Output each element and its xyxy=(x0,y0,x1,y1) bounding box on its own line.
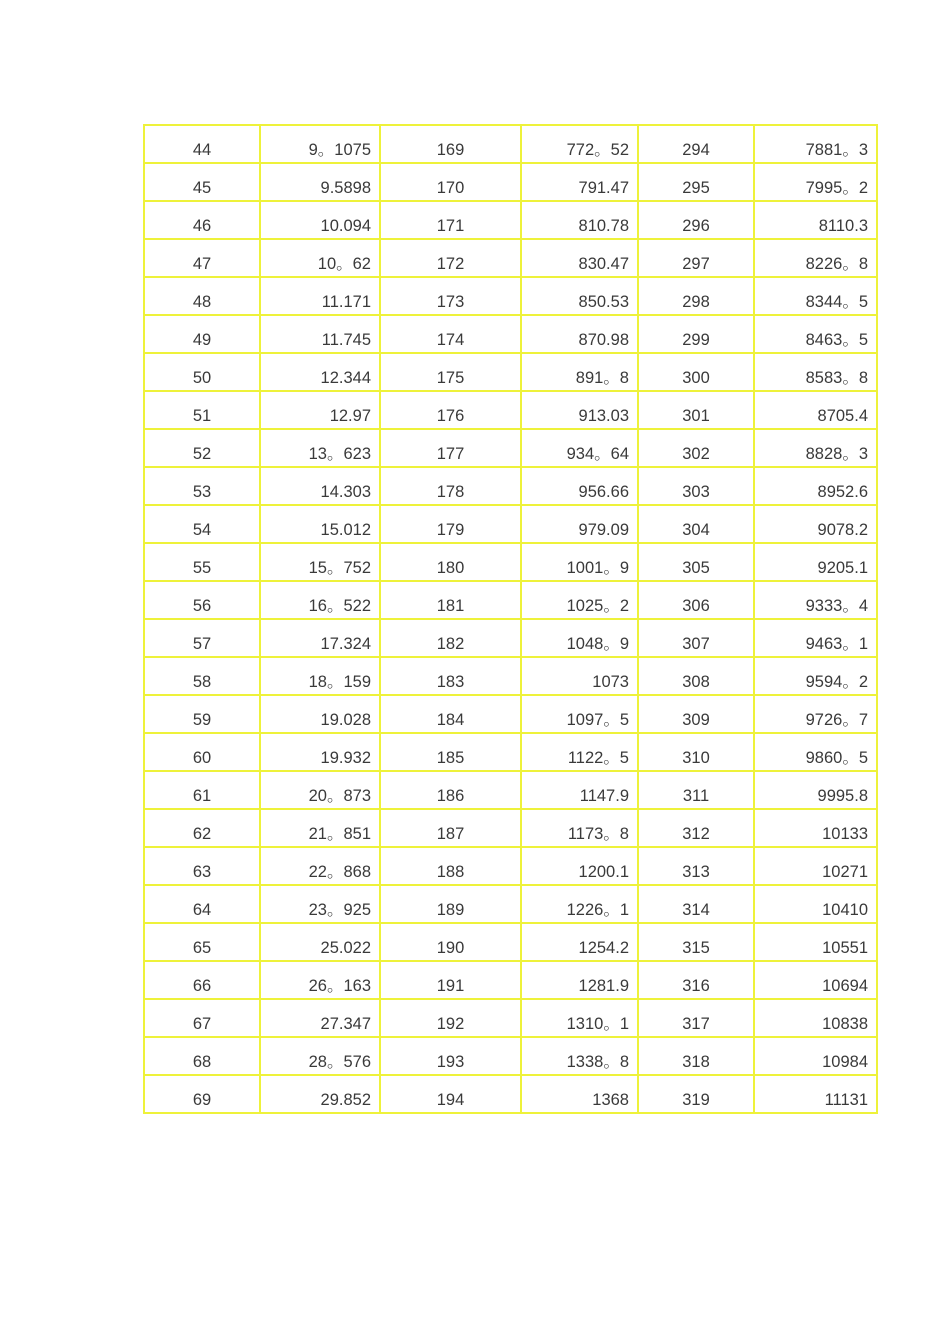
table-cell: 55 xyxy=(144,543,260,581)
table-cell: 47 xyxy=(144,239,260,277)
table-row xyxy=(144,923,877,961)
table-cell: 186 xyxy=(380,771,521,809)
table-row xyxy=(144,429,877,467)
table-cell: 297 xyxy=(638,239,754,277)
table-cell: 25.022 xyxy=(260,923,380,961)
table-cell: 312 xyxy=(638,809,754,847)
table-cell: 189 xyxy=(380,885,521,923)
table-cell: 171 xyxy=(380,201,521,239)
table-cell: 1368 xyxy=(521,1075,638,1113)
table-cell: 9.5898 xyxy=(260,163,380,201)
table-row xyxy=(144,619,877,657)
table-row xyxy=(144,771,877,809)
table-cell: 10410 xyxy=(754,885,877,923)
table-cell: 1281.9 xyxy=(521,961,638,999)
table-cell: 10271 xyxy=(754,847,877,885)
table-cell: 9205.1 xyxy=(754,543,877,581)
table-cell: 9726。7 xyxy=(754,695,877,733)
table-row xyxy=(144,999,877,1037)
table-cell: 184 xyxy=(380,695,521,733)
table-cell: 9463。1 xyxy=(754,619,877,657)
table-cell: 11131 xyxy=(754,1075,877,1113)
table-cell: 1147.9 xyxy=(521,771,638,809)
table-cell: 26。163 xyxy=(260,961,380,999)
table-cell: 294 xyxy=(638,125,754,163)
table-cell: 10551 xyxy=(754,923,877,961)
table-cell: 62 xyxy=(144,809,260,847)
table-cell: 173 xyxy=(380,277,521,315)
table-cell: 51 xyxy=(144,391,260,429)
table-cell: 57 xyxy=(144,619,260,657)
table-cell: 63 xyxy=(144,847,260,885)
table-cell: 1254.2 xyxy=(521,923,638,961)
table-cell: 188 xyxy=(380,847,521,885)
table-cell: 187 xyxy=(380,809,521,847)
table-cell: 22。868 xyxy=(260,847,380,885)
table-cell: 18。159 xyxy=(260,657,380,695)
table-cell: 303 xyxy=(638,467,754,505)
table-cell: 301 xyxy=(638,391,754,429)
table-cell: 310 xyxy=(638,733,754,771)
table-cell: 177 xyxy=(380,429,521,467)
table-cell: 1338。8 xyxy=(521,1037,638,1075)
table-cell: 181 xyxy=(380,581,521,619)
table-cell: 1173。8 xyxy=(521,809,638,847)
table-cell: 8226。8 xyxy=(754,239,877,277)
table-cell: 10。62 xyxy=(260,239,380,277)
table-cell: 1122。5 xyxy=(521,733,638,771)
table-cell: 176 xyxy=(380,391,521,429)
table-cell: 891。8 xyxy=(521,353,638,391)
table-cell: 934。64 xyxy=(521,429,638,467)
table-cell: 979.09 xyxy=(521,505,638,543)
table-cell: 194 xyxy=(380,1075,521,1113)
table-cell: 9594。2 xyxy=(754,657,877,695)
table-cell: 870.98 xyxy=(521,315,638,353)
table-cell: 8110.3 xyxy=(754,201,877,239)
table-row xyxy=(144,1037,877,1075)
table-cell: 315 xyxy=(638,923,754,961)
table-cell: 53 xyxy=(144,467,260,505)
table-row xyxy=(144,1075,877,1113)
table-cell: 170 xyxy=(380,163,521,201)
table-cell: 17.324 xyxy=(260,619,380,657)
table-cell: 52 xyxy=(144,429,260,467)
table-cell: 69 xyxy=(144,1075,260,1113)
table-cell: 299 xyxy=(638,315,754,353)
table-cell: 10.094 xyxy=(260,201,380,239)
table-cell: 11.171 xyxy=(260,277,380,315)
table-cell: 14.303 xyxy=(260,467,380,505)
table-cell: 830.47 xyxy=(521,239,638,277)
table-cell: 295 xyxy=(638,163,754,201)
table-row xyxy=(144,277,877,315)
table-cell: 16。522 xyxy=(260,581,380,619)
table-cell: 318 xyxy=(638,1037,754,1075)
table-cell: 298 xyxy=(638,277,754,315)
table-row xyxy=(144,315,877,353)
table-cell: 68 xyxy=(144,1037,260,1075)
table-row xyxy=(144,961,877,999)
table-cell: 44 xyxy=(144,125,260,163)
table-cell: 8344。5 xyxy=(754,277,877,315)
table-cell: 29.852 xyxy=(260,1075,380,1113)
table-cell: 10984 xyxy=(754,1037,877,1075)
table-cell: 12.344 xyxy=(260,353,380,391)
table-cell: 9。1075 xyxy=(260,125,380,163)
table-cell: 314 xyxy=(638,885,754,923)
table-cell: 7995。2 xyxy=(754,163,877,201)
table-cell: 9078.2 xyxy=(754,505,877,543)
table-cell: 180 xyxy=(380,543,521,581)
table-row xyxy=(144,125,877,163)
table-cell: 175 xyxy=(380,353,521,391)
table-cell: 182 xyxy=(380,619,521,657)
table-cell: 1200.1 xyxy=(521,847,638,885)
table-cell: 50 xyxy=(144,353,260,391)
table-cell: 13。623 xyxy=(260,429,380,467)
table-cell: 19.932 xyxy=(260,733,380,771)
table-cell: 307 xyxy=(638,619,754,657)
table-row xyxy=(144,201,877,239)
table-cell: 27.347 xyxy=(260,999,380,1037)
table-cell: 49 xyxy=(144,315,260,353)
table-cell: 20。873 xyxy=(260,771,380,809)
table-cell: 772。52 xyxy=(521,125,638,163)
table-cell: 300 xyxy=(638,353,754,391)
table-cell: 60 xyxy=(144,733,260,771)
table-cell: 12.97 xyxy=(260,391,380,429)
table-cell: 913.03 xyxy=(521,391,638,429)
table-cell: 810.78 xyxy=(521,201,638,239)
table-row xyxy=(144,581,877,619)
table-cell: 185 xyxy=(380,733,521,771)
table-row xyxy=(144,695,877,733)
table-cell: 1226。1 xyxy=(521,885,638,923)
table-cell: 179 xyxy=(380,505,521,543)
table-cell: 192 xyxy=(380,999,521,1037)
table-cell: 316 xyxy=(638,961,754,999)
table-cell: 61 xyxy=(144,771,260,809)
table-row xyxy=(144,809,877,847)
table-cell: 56 xyxy=(144,581,260,619)
table-cell: 45 xyxy=(144,163,260,201)
table-cell: 313 xyxy=(638,847,754,885)
table-cell: 190 xyxy=(380,923,521,961)
table-cell: 174 xyxy=(380,315,521,353)
table-cell: 306 xyxy=(638,581,754,619)
table-cell: 191 xyxy=(380,961,521,999)
table-cell: 319 xyxy=(638,1075,754,1113)
table-cell: 19.028 xyxy=(260,695,380,733)
table-row xyxy=(144,543,877,581)
table-cell: 1025。2 xyxy=(521,581,638,619)
table-cell: 8705.4 xyxy=(754,391,877,429)
table-cell: 850.53 xyxy=(521,277,638,315)
table-cell: 956.66 xyxy=(521,467,638,505)
table-row xyxy=(144,505,877,543)
table-cell: 9995.8 xyxy=(754,771,877,809)
table-cell: 46 xyxy=(144,201,260,239)
table-cell: 296 xyxy=(638,201,754,239)
table-row xyxy=(144,885,877,923)
table-row xyxy=(144,467,877,505)
table-cell: 1310。1 xyxy=(521,999,638,1037)
table-cell: 1097。5 xyxy=(521,695,638,733)
table-cell: 1001。9 xyxy=(521,543,638,581)
table-cell: 169 xyxy=(380,125,521,163)
table-row xyxy=(144,239,877,277)
table-cell: 317 xyxy=(638,999,754,1037)
table-cell: 10838 xyxy=(754,999,877,1037)
table-cell: 58 xyxy=(144,657,260,695)
table-cell: 8463。5 xyxy=(754,315,877,353)
table-cell: 28。576 xyxy=(260,1037,380,1075)
table-cell: 302 xyxy=(638,429,754,467)
table-cell: 15。752 xyxy=(260,543,380,581)
table-cell: 64 xyxy=(144,885,260,923)
table-cell: 308 xyxy=(638,657,754,695)
table-cell: 48 xyxy=(144,277,260,315)
table-body xyxy=(144,125,877,1113)
table-cell: 8952.6 xyxy=(754,467,877,505)
table-cell: 23。925 xyxy=(260,885,380,923)
table-cell: 311 xyxy=(638,771,754,809)
table-cell: 21。851 xyxy=(260,809,380,847)
table-cell: 305 xyxy=(638,543,754,581)
table-cell: 304 xyxy=(638,505,754,543)
table-row xyxy=(144,163,877,201)
table-cell: 7881。3 xyxy=(754,125,877,163)
table-cell: 1048。9 xyxy=(521,619,638,657)
table-cell: 193 xyxy=(380,1037,521,1075)
table-cell: 59 xyxy=(144,695,260,733)
table-cell: 1073 xyxy=(521,657,638,695)
table-cell: 178 xyxy=(380,467,521,505)
table-row xyxy=(144,847,877,885)
table-row xyxy=(144,657,877,695)
table-cell: 183 xyxy=(380,657,521,695)
table-cell: 172 xyxy=(380,239,521,277)
table-row xyxy=(144,391,877,429)
table-cell: 11.745 xyxy=(260,315,380,353)
table-cell: 8828。3 xyxy=(754,429,877,467)
table-row xyxy=(144,353,877,391)
table-cell: 9860。5 xyxy=(754,733,877,771)
table-cell: 67 xyxy=(144,999,260,1037)
table-cell: 8583。8 xyxy=(754,353,877,391)
table-cell: 65 xyxy=(144,923,260,961)
table-cell: 66 xyxy=(144,961,260,999)
table-cell: 54 xyxy=(144,505,260,543)
table-cell: 10133 xyxy=(754,809,877,847)
table-row xyxy=(144,733,877,771)
table-cell: 10694 xyxy=(754,961,877,999)
table-cell: 15.012 xyxy=(260,505,380,543)
table-cell: 309 xyxy=(638,695,754,733)
table-cell: 791.47 xyxy=(521,163,638,201)
data-table xyxy=(143,124,878,1114)
table-cell: 9333。4 xyxy=(754,581,877,619)
